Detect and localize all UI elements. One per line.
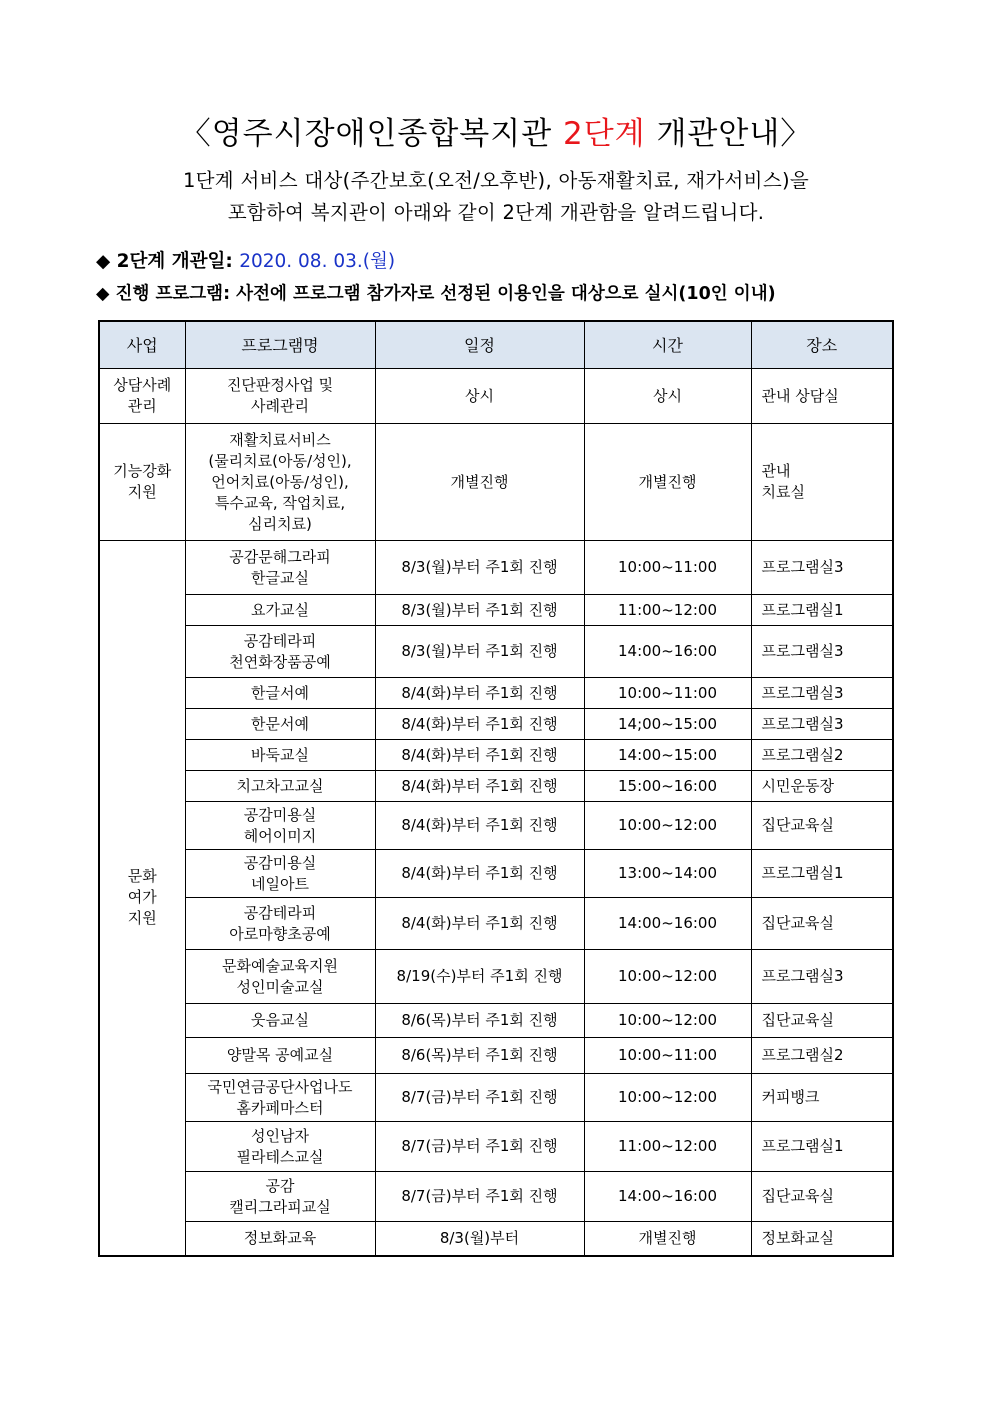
table-row xyxy=(99,541,893,595)
header-schedule: 일정 xyxy=(375,321,584,369)
time-cell: 13:00~14:00 xyxy=(584,850,751,898)
table-row xyxy=(99,1222,893,1256)
time-cell: 14:00~15:00 xyxy=(584,740,751,771)
table-row xyxy=(99,626,893,678)
program-cell: 한글서예 xyxy=(185,678,375,709)
schedule-cell: 개별진행 xyxy=(375,424,584,541)
schedule-cell: 8/4(화)부터 주1회 진행 xyxy=(375,771,584,802)
program-table xyxy=(98,320,894,1257)
program-cell: 재활치료서비스 (물리치료(아동/성인), 언어치료(아동/성인), 특수교육, 작업치료, 심리치료) xyxy=(185,424,375,541)
opening-date-line xyxy=(96,248,395,276)
table-row xyxy=(99,802,893,850)
time-cell: 10:00~12:00 xyxy=(584,802,751,850)
time-cell: 10:00~11:00 xyxy=(584,678,751,709)
intro-line-2: 포함하여 복지관이 아래와 같이 2단계 개관함을 알려드립니다. xyxy=(227,201,765,224)
table-header-row xyxy=(99,321,893,369)
time-cell: 개별진행 xyxy=(584,1222,751,1256)
schedule-cell: 8/3(월)부터 주1회 진행 xyxy=(375,595,584,626)
time-cell: 10:00~12:00 xyxy=(584,950,751,1004)
time-cell: 10:00~11:00 xyxy=(584,541,751,595)
place-cell: 프로그램실2 xyxy=(751,1038,893,1074)
program-cell: 진단판정사업 및 사례관리 xyxy=(185,369,375,424)
header-time: 시간 xyxy=(584,321,751,369)
place-cell: 프로그램실3 xyxy=(751,541,893,595)
schedule-cell: 8/4(화)부터 주1회 진행 xyxy=(375,850,584,898)
place-cell: 프로그램실3 xyxy=(751,709,893,740)
table-row xyxy=(99,678,893,709)
schedule-cell: 8/4(화)부터 주1회 진행 xyxy=(375,709,584,740)
time-cell: 11:00~12:00 xyxy=(584,595,751,626)
place-cell: 프로그램실3 xyxy=(751,678,893,709)
opening-date-label: ◆ 2단계 개관일: xyxy=(96,251,240,272)
program-cell: 양말목 공예교실 xyxy=(185,1038,375,1074)
program-cell: 국민연금공단사업나도 홈카페마스터 xyxy=(185,1074,375,1122)
program-cell: 문화예술교육지원 성인미술교실 xyxy=(185,950,375,1004)
time-cell: 14:00~16:00 xyxy=(584,898,751,950)
program-cell: 한문서예 xyxy=(185,709,375,740)
table-row xyxy=(99,369,893,424)
place-cell: 집단교육실 xyxy=(751,898,893,950)
table-row xyxy=(99,424,893,541)
header-program: 프로그램명 xyxy=(185,321,375,369)
program-cell: 공감 캘리그라피교실 xyxy=(185,1172,375,1222)
program-cell: 공감테라피 아로마향초공예 xyxy=(185,898,375,950)
place-cell: 시민운동장 xyxy=(751,771,893,802)
time-cell: 10:00~12:00 xyxy=(584,1074,751,1122)
place-cell: 프로그램실1 xyxy=(751,1122,893,1172)
place-cell: 프로그램실1 xyxy=(751,850,893,898)
time-cell: 10:00~11:00 xyxy=(584,1038,751,1074)
business-cell: 문화 여가 지원 xyxy=(99,541,185,1256)
schedule-cell: 8/3(월)부터 xyxy=(375,1222,584,1256)
table-row xyxy=(99,850,893,898)
program-cell: 정보화교육 xyxy=(185,1222,375,1256)
time-cell: 14:00~16:00 xyxy=(584,626,751,678)
table-row xyxy=(99,1074,893,1122)
schedule-cell: 8/3(월)부터 주1회 진행 xyxy=(375,541,584,595)
title-close: 개관안내〉 xyxy=(645,116,813,152)
program-cell: 공감미용실 헤어이미지 xyxy=(185,802,375,850)
place-cell: 커피뱅크 xyxy=(751,1074,893,1122)
place-cell: 관내 치료실 xyxy=(751,424,893,541)
title-open: 〈영주시장애인종합복지관 xyxy=(179,116,563,152)
schedule-cell: 8/7(금)부터 주1회 진행 xyxy=(375,1074,584,1122)
header-place: 장소 xyxy=(751,321,893,369)
table-row xyxy=(99,595,893,626)
program-note-line: ◆ 진행 프로그램: 사전에 프로그램 참가자로 선정된 이용인을 대상으로 실시(10인 이내) xyxy=(96,284,776,304)
place-cell: 프로그램실2 xyxy=(751,740,893,771)
table-row xyxy=(99,1172,893,1222)
schedule-cell: 8/4(화)부터 주1회 진행 xyxy=(375,898,584,950)
place-cell: 집단교육실 xyxy=(751,1004,893,1038)
table-row xyxy=(99,740,893,771)
place-cell: 프로그램실1 xyxy=(751,595,893,626)
schedule-cell: 상시 xyxy=(375,369,584,424)
time-cell: 11:00~12:00 xyxy=(584,1122,751,1172)
business-cell: 상담사례 관리 xyxy=(99,369,185,424)
time-cell: 15:00~16:00 xyxy=(584,771,751,802)
program-cell: 요가교실 xyxy=(185,595,375,626)
program-cell: 바둑교실 xyxy=(185,740,375,771)
schedule-cell: 8/4(화)부터 주1회 진행 xyxy=(375,802,584,850)
title-highlight: 2단계 xyxy=(563,116,646,152)
table-row xyxy=(99,771,893,802)
program-cell: 공감문해그라피 한글교실 xyxy=(185,541,375,595)
place-cell: 프로그램실3 xyxy=(751,950,893,1004)
time-cell: 14;00~15:00 xyxy=(584,709,751,740)
time-cell: 개별진행 xyxy=(584,424,751,541)
table-row xyxy=(99,709,893,740)
place-cell: 프로그램실3 xyxy=(751,626,893,678)
program-cell: 공감테라피 천연화장품공예 xyxy=(185,626,375,678)
schedule-cell: 8/6(목)부터 주1회 진행 xyxy=(375,1038,584,1074)
schedule-cell: 8/4(화)부터 주1회 진행 xyxy=(375,678,584,709)
table-row xyxy=(99,898,893,950)
time-cell: 14:00~16:00 xyxy=(584,1172,751,1222)
schedule-cell: 8/19(수)부터 주1회 진행 xyxy=(375,950,584,1004)
place-cell: 관내 상담실 xyxy=(751,369,893,424)
table-row xyxy=(99,950,893,1004)
schedule-cell: 8/4(화)부터 주1회 진행 xyxy=(375,740,584,771)
opening-date-value: 2020. 08. 03.(월) xyxy=(239,251,396,272)
table-row xyxy=(99,1004,893,1038)
document-title xyxy=(0,112,992,156)
time-cell: 상시 xyxy=(584,369,751,424)
schedule-cell: 8/7(금)부터 주1회 진행 xyxy=(375,1122,584,1172)
program-cell: 치고차고교실 xyxy=(185,771,375,802)
time-cell: 10:00~12:00 xyxy=(584,1004,751,1038)
table-row xyxy=(99,1122,893,1172)
schedule-cell: 8/7(금)부터 주1회 진행 xyxy=(375,1172,584,1222)
business-cell: 기능강화 지원 xyxy=(99,424,185,541)
program-cell: 공감미용실 네일아트 xyxy=(185,850,375,898)
place-cell: 정보화교실 xyxy=(751,1222,893,1256)
program-cell: 웃음교실 xyxy=(185,1004,375,1038)
schedule-cell: 8/6(목)부터 주1회 진행 xyxy=(375,1004,584,1038)
place-cell: 집단교육실 xyxy=(751,1172,893,1222)
program-cell: 성인남자 필라테스교실 xyxy=(185,1122,375,1172)
header-business: 사업 xyxy=(99,321,185,369)
intro-line-1: 1단계 서비스 대상(주간보호(오전/오후반), 아동재활치료, 재가서비스)을 xyxy=(182,169,810,192)
schedule-cell: 8/3(월)부터 주1회 진행 xyxy=(375,626,584,678)
table-row xyxy=(99,1038,893,1074)
place-cell: 집단교육실 xyxy=(751,802,893,850)
